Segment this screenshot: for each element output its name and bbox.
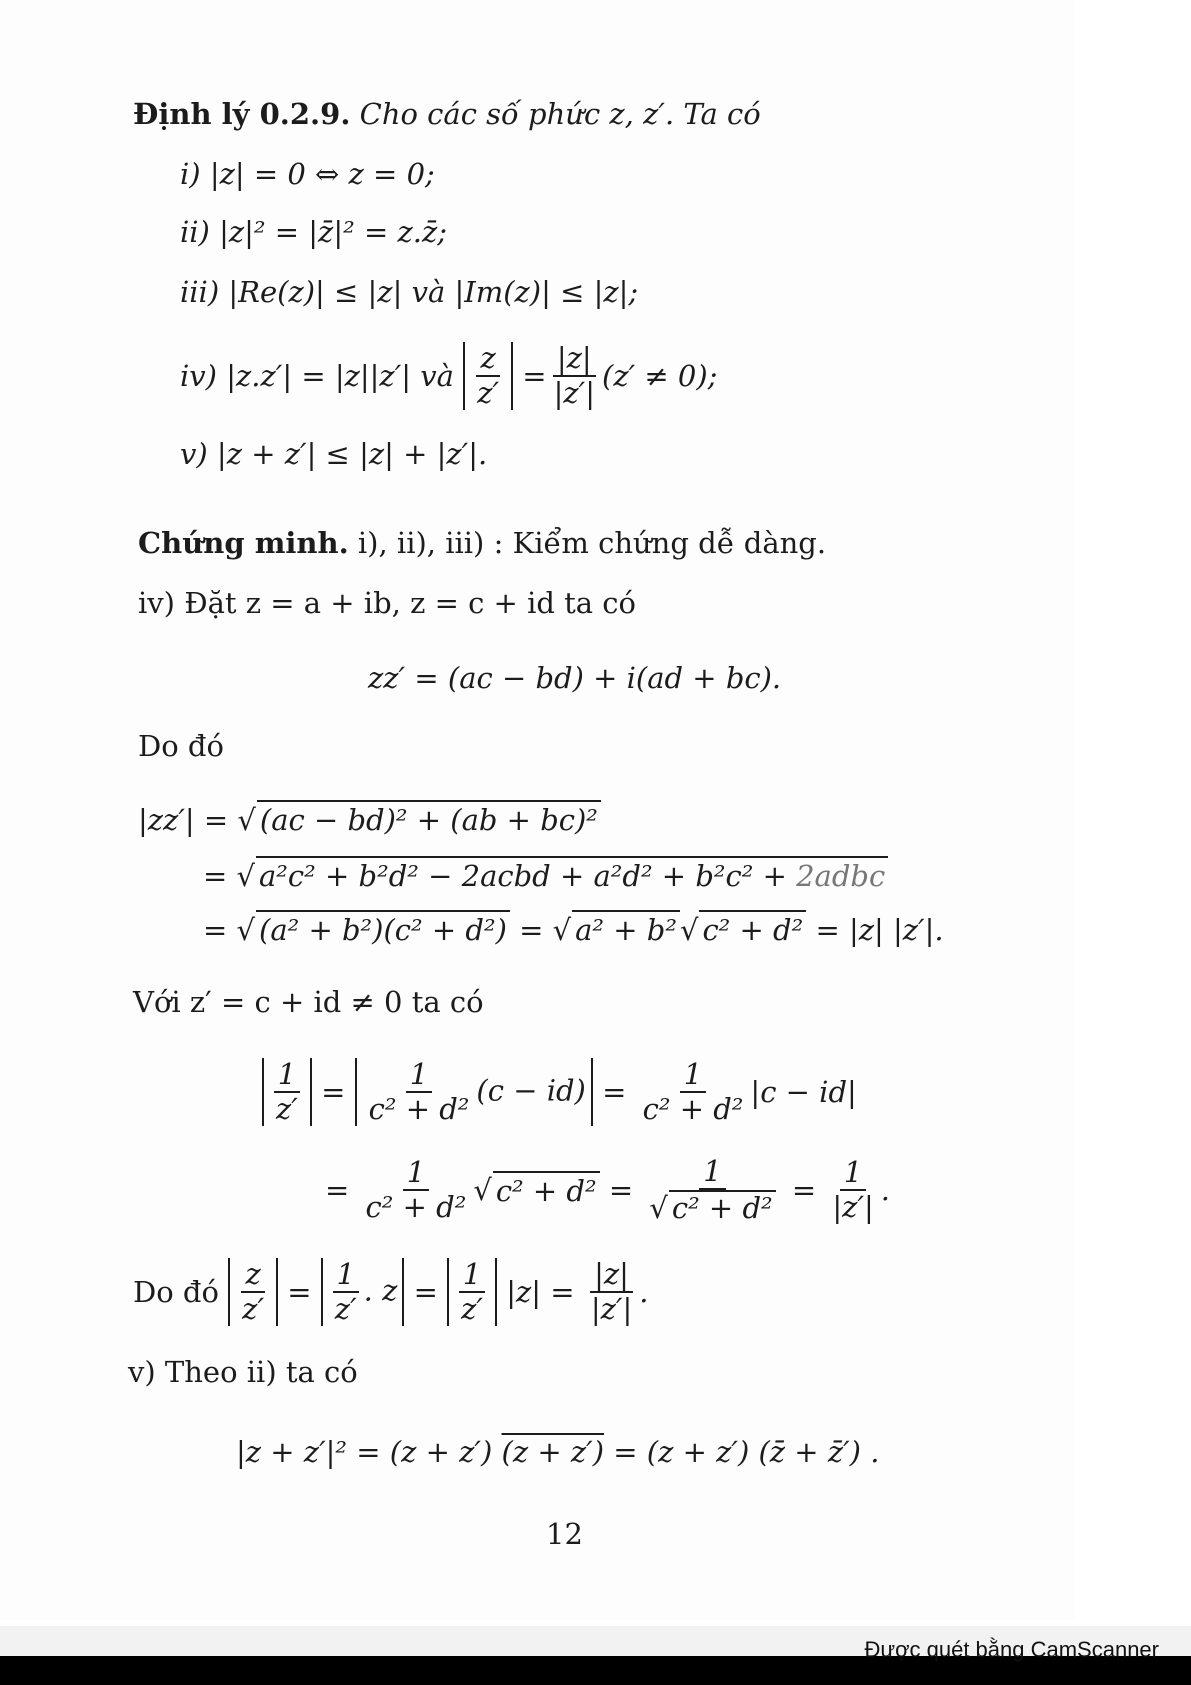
fraction: $\frac{|z|}{|z'|}$ bbox=[553, 340, 595, 410]
page-margin bbox=[1075, 0, 1191, 1610]
item-number: ii) bbox=[180, 215, 210, 249]
modulus-lhs: |zz′| = bbox=[138, 803, 229, 837]
item-number: iv) bbox=[180, 359, 217, 393]
modulus-line-2: = √ a²c² + b²d² − 2acbd + a²d² + b²c² + 2adbc bbox=[203, 856, 888, 894]
scanner-watermark: Được quét bằng CamScanner bbox=[864, 1637, 1159, 1662]
item-lhs: |z.z′| = |z||z′| và bbox=[226, 359, 454, 393]
item-text: |z| = 0 ⇔ z = 0; bbox=[209, 157, 435, 191]
fraction: 1 c² + d² bbox=[365, 1154, 467, 1224]
quotient-line: Do đó $\frac{z}{z'}$ = $\frac{1}{z'}$ . z = $\frac{1}{z'}$ |z| = |z| |z′| . bbox=[133, 1256, 649, 1326]
abs-bars bbox=[447, 1258, 497, 1327]
proof-do-do-1: Do đó bbox=[138, 729, 224, 763]
proof-heading bbox=[138, 525, 826, 561]
theorem-item-5 bbox=[180, 436, 487, 472]
fraction: $\frac{z}{z'}$ bbox=[477, 340, 500, 410]
with-z-line: Với z′ = c + id ≠ 0 ta có bbox=[133, 985, 484, 1019]
condition: (z′ ≠ 0); bbox=[602, 359, 718, 393]
fraction: 1 √ c² + d² bbox=[645, 1155, 779, 1226]
item-text: |z|² = |z̄|² = z.z̄; bbox=[219, 215, 448, 249]
fraction: 1 c² + d² bbox=[642, 1056, 744, 1126]
fraction: $\frac{1}{z'}$ bbox=[272, 1058, 302, 1127]
item-number: v) bbox=[180, 437, 208, 471]
sqrt-radicand: (ac − bd)² + (ab + bc)² bbox=[257, 800, 601, 838]
fraction: |z| |z′| bbox=[590, 1256, 633, 1326]
fraction: $\frac{z}{z'}$ bbox=[242, 1256, 265, 1326]
sqrt-radicand: c² + d² bbox=[699, 910, 806, 948]
theorem-intro: Cho các số phức z, z′. Ta có bbox=[359, 97, 761, 131]
fraction: $\frac{1}{z'}$ bbox=[331, 1258, 361, 1327]
sqrt-radicand: a² + b² bbox=[572, 910, 680, 948]
sqrt-radicand: a²c² + b²d² − 2acbd + a²d² + b²c² + 2adbc bbox=[256, 856, 888, 894]
item-number: iii) bbox=[180, 275, 220, 309]
theorem-item-4 bbox=[180, 336, 717, 416]
sqrt-radicand: c² + d² bbox=[493, 1171, 600, 1209]
product-equation: zz′ = (ac − bd) + i(ad + bc). bbox=[368, 661, 782, 695]
fraction: $\frac{1}{\text{c² + d²}}$ bbox=[368, 1056, 470, 1126]
faded-term: 2adbc bbox=[796, 859, 886, 893]
abs-bars: $\frac{1}{\text{c² + d²}}$ (c − id) bbox=[355, 1058, 593, 1127]
conjugate-bar: (z + z′) bbox=[501, 1435, 605, 1469]
inverse-line-1: $\frac{1}{z'}$ = $\frac{1}{\text{c² + d²}}$ (c − id) = 1 c² + d² |c − id| bbox=[262, 1048, 857, 1136]
item-number: i) bbox=[180, 157, 201, 191]
v-equation: |z + z′|² = (z + z′) (z + z′) = (z + z′) (z̄ + z̄′) . bbox=[236, 1435, 880, 1469]
proof-iv-intro: iv) Đặt z = a + ib, z = c + id ta có bbox=[138, 586, 636, 620]
theorem-item-2 bbox=[180, 214, 447, 250]
fraction: 1 |z′| bbox=[832, 1154, 874, 1224]
modulus-line-1: |zz′| = √ (ac − bd)² + (ab + bc)² bbox=[138, 800, 601, 838]
inverse-line-2: = 1 c² + d² √ c² + d² = 1 √ c² + d² = 1 |z′| . bbox=[325, 1153, 891, 1225]
fraction: $\frac{1}{z'}$ bbox=[457, 1258, 487, 1327]
item-text: |Re(z)| ≤ |z| và |Im(z)| ≤ |z|; bbox=[228, 275, 639, 309]
proof-first-line: i), ii), iii) : Kiểm chứng dễ dàng. bbox=[357, 526, 827, 560]
abs-bars bbox=[228, 1258, 278, 1327]
equals-sign: = bbox=[522, 359, 547, 393]
theorem-label: Định lý 0.2.9. bbox=[133, 97, 351, 131]
page-number: 12 bbox=[546, 1517, 583, 1551]
sqrt-radicand: (a² + b²)(c² + d²) bbox=[256, 910, 510, 948]
proof-label: Chứng minh. bbox=[138, 526, 349, 560]
theorem-item-3 bbox=[180, 274, 638, 310]
abs-bars bbox=[262, 1058, 312, 1127]
abs-bars: $\frac{1}{z'}$ . z bbox=[321, 1258, 405, 1327]
proof-do-do-2: Do đó bbox=[133, 1275, 219, 1309]
abs-bars bbox=[463, 342, 513, 411]
v-intro: v) Theo ii) ta có bbox=[128, 1355, 358, 1389]
theorem-heading bbox=[133, 96, 761, 132]
item-text: |z + z′| ≤ |z| + |z′|. bbox=[216, 437, 488, 471]
theorem-item-1 bbox=[180, 156, 435, 192]
modulus-result: = |z| |z′|. bbox=[815, 913, 944, 947]
modulus-line-3: = √ (a² + b²)(c² + d²) = √ a² + b² √ c² + d² = |z| |z′|. bbox=[203, 910, 944, 948]
